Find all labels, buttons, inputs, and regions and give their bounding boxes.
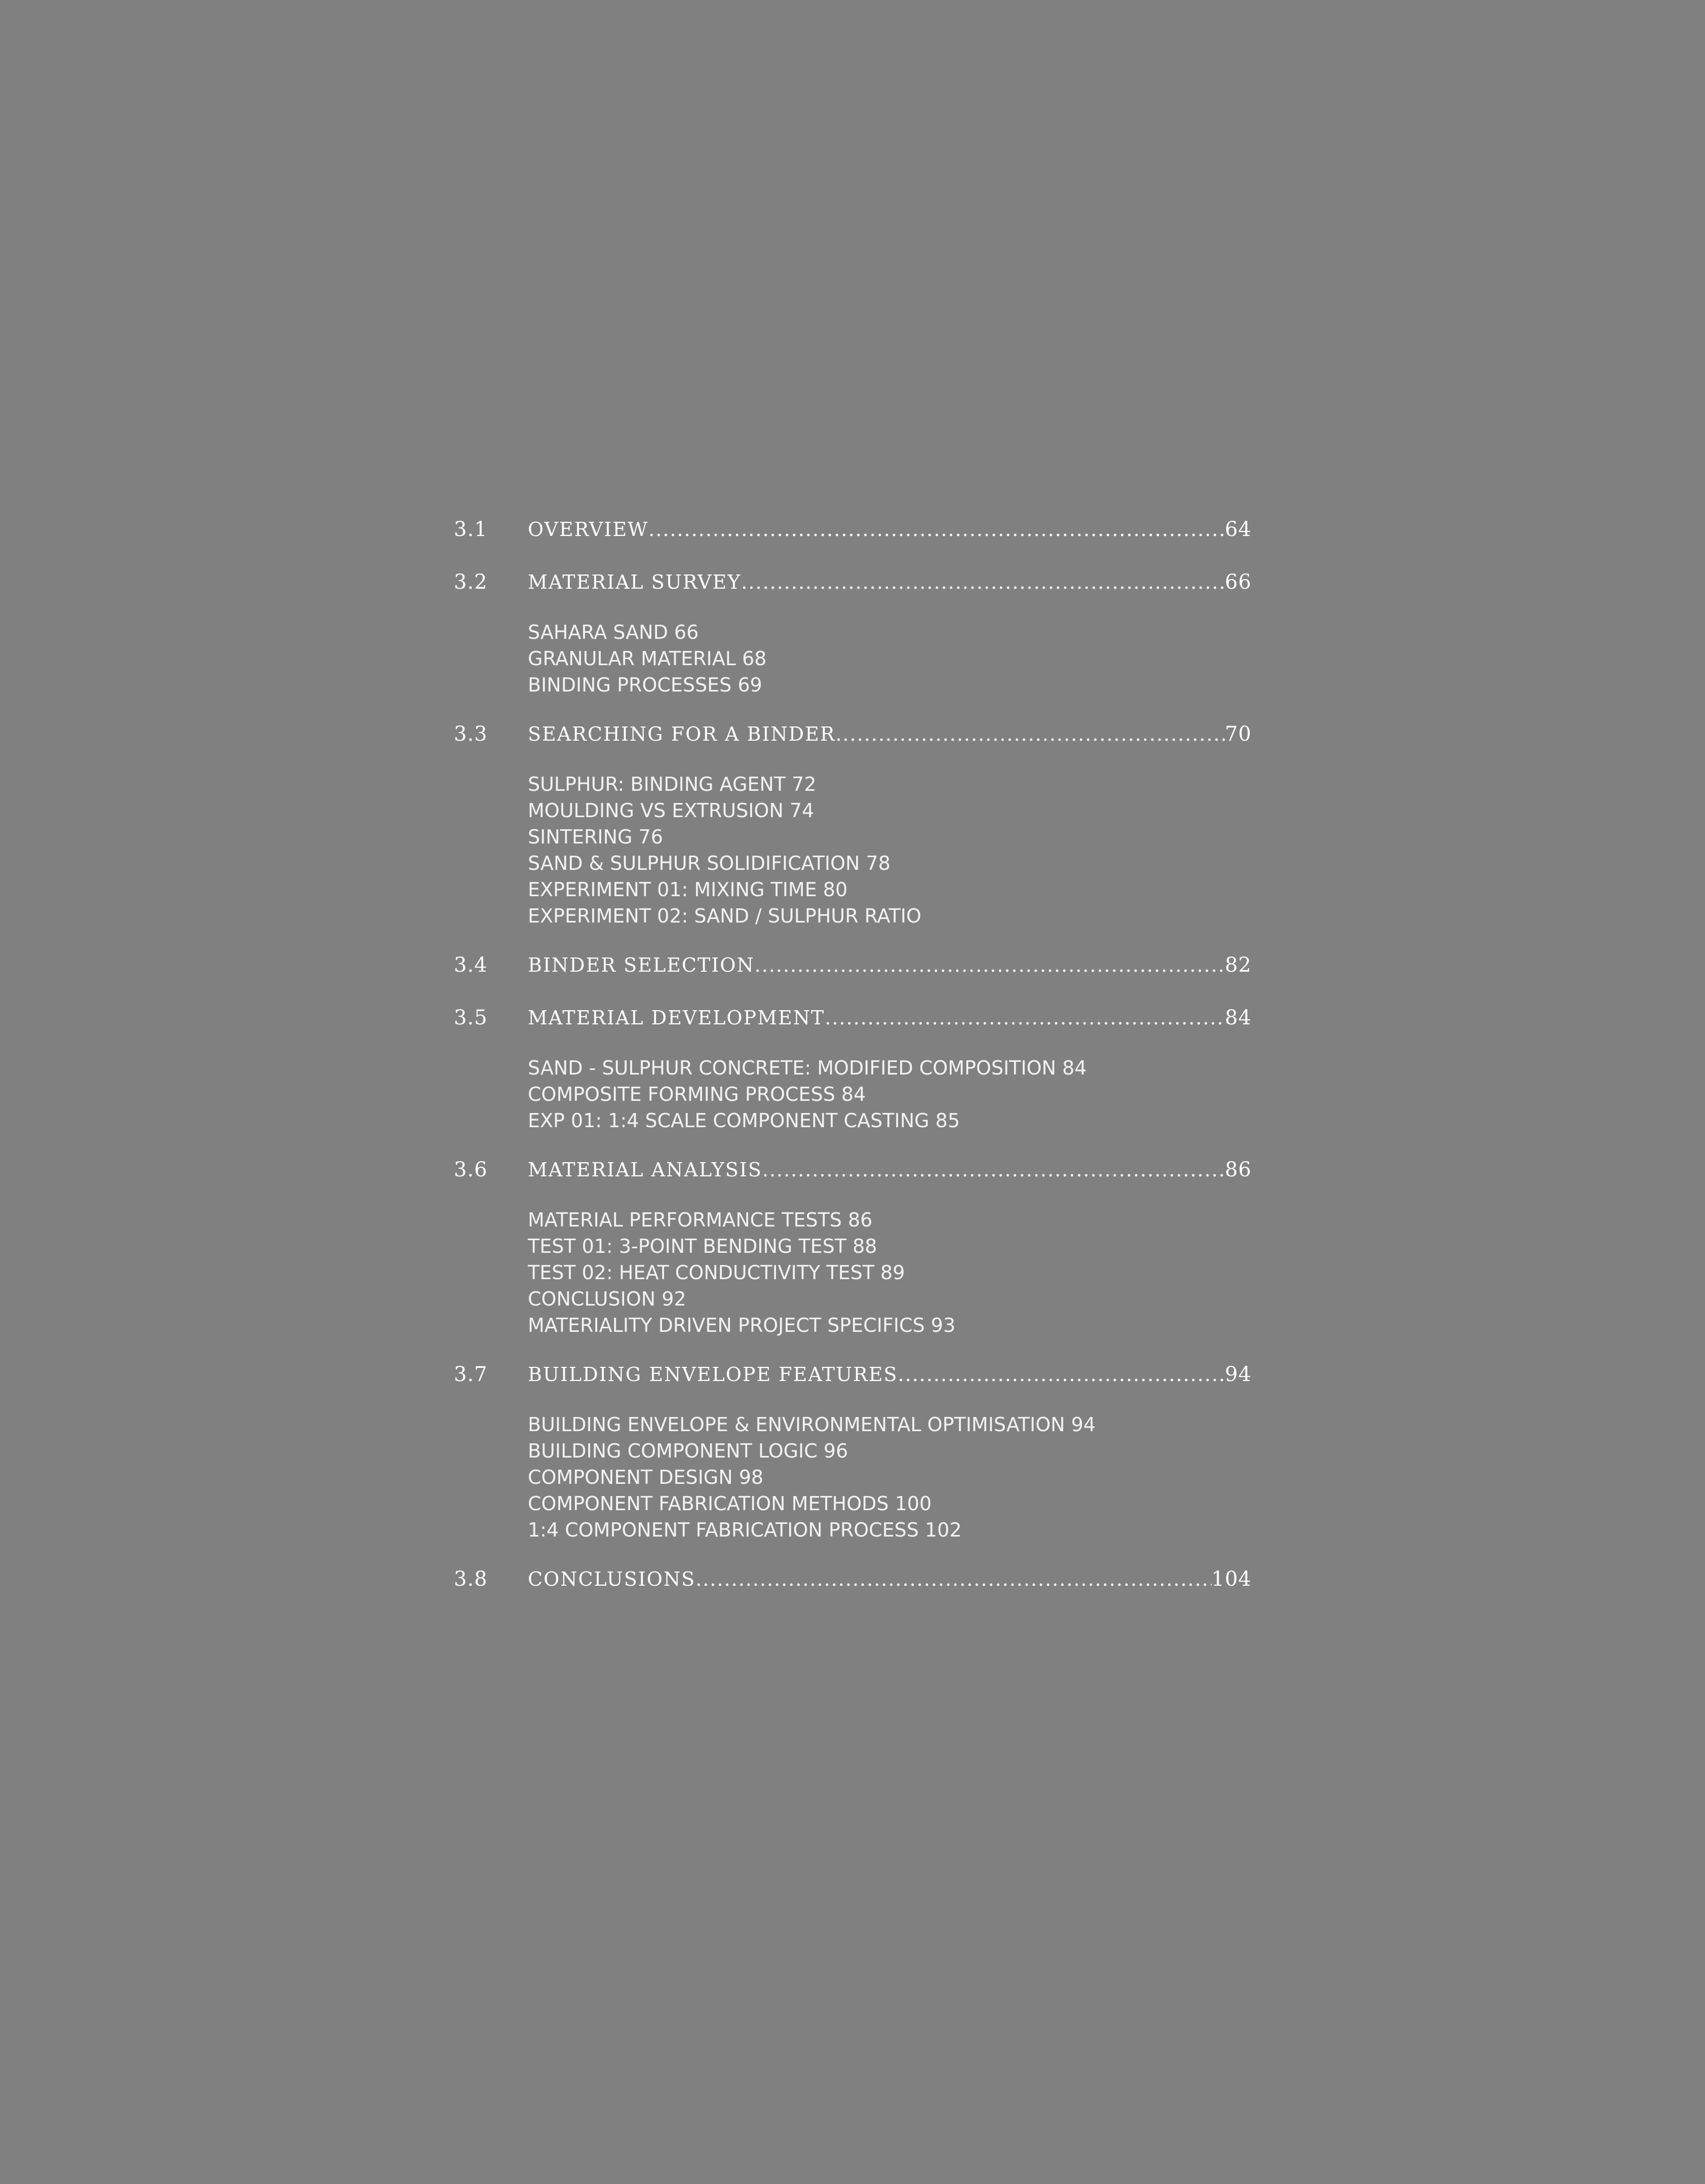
- toc-section[interactable]: [454, 953, 1252, 984]
- section-title: MATERIAL DEVELOPMENT: [528, 1007, 825, 1029]
- subsection-item[interactable]: MATERIAL PERFORMANCE TESTS 86: [528, 1209, 873, 1231]
- dot-leader: [648, 518, 1225, 541]
- section-title-line: [528, 570, 1252, 594]
- subsection-item[interactable]: TEST 01: 3-POINT BENDING TEST 88: [528, 1235, 877, 1257]
- subsection-list: [528, 619, 1252, 698]
- subsection-list: [528, 1411, 1252, 1543]
- dot-leader: [762, 1159, 1225, 1181]
- section-page: 94: [1225, 1363, 1252, 1386]
- section-title-line: [528, 1006, 1252, 1029]
- subsection-item[interactable]: 1:4 COMPONENT FABRICATION PROCESS 102: [528, 1519, 962, 1541]
- section-number: 3.7: [454, 1363, 488, 1386]
- section-number: 3.2: [454, 570, 488, 594]
- subsection-list: [528, 1055, 1252, 1134]
- dot-leader: [825, 1007, 1225, 1029]
- subsection-item[interactable]: COMPONENT DESIGN 98: [528, 1466, 764, 1488]
- toc-section[interactable]: [454, 722, 1252, 753]
- section-page: 104: [1211, 1567, 1252, 1591]
- section-title: MATERIAL SURVEY: [528, 571, 742, 593]
- dot-leader: [695, 1568, 1211, 1590]
- subsection-item[interactable]: EXP 01: 1:4 SCALE COMPONENT CASTING 85: [528, 1109, 960, 1132]
- toc-section[interactable]: [454, 570, 1252, 601]
- section-title-line: [528, 1158, 1252, 1181]
- subsection-item[interactable]: EXPERIMENT 02: SAND / SULPHUR RATIO: [528, 905, 921, 927]
- section-title: BUILDING ENVELOPE FEATURES: [528, 1363, 898, 1386]
- toc-section[interactable]: [454, 518, 1252, 548]
- section-title-line: [528, 722, 1252, 746]
- section-title: OVERVIEW: [528, 518, 649, 541]
- section-number: 3.5: [454, 1006, 488, 1029]
- section-title-line: [528, 518, 1252, 541]
- toc-section[interactable]: [454, 1567, 1252, 1598]
- toc-section[interactable]: [454, 1363, 1252, 1393]
- section-page: 70: [1225, 722, 1252, 746]
- section-title-line: [528, 1567, 1252, 1591]
- section-page: 66: [1225, 570, 1252, 594]
- section-title-line: [528, 1363, 1252, 1386]
- section-number: 3.4: [454, 953, 488, 977]
- subsection-item[interactable]: CONCLUSION 92: [528, 1288, 686, 1310]
- subsection-item[interactable]: COMPOSITE FORMING PROCESS 84: [528, 1083, 866, 1105]
- subsection-item[interactable]: TEST 02: HEAT CONDUCTIVITY TEST 89: [528, 1261, 905, 1284]
- table-of-contents: [454, 518, 1252, 1620]
- subsection-list: [528, 771, 1252, 929]
- subsection-item[interactable]: MOULDING VS EXTRUSION 74: [528, 799, 815, 822]
- section-number: 3.8: [454, 1567, 488, 1591]
- subsection-item[interactable]: SAHARA SAND 66: [528, 621, 699, 643]
- section-page: 86: [1225, 1158, 1252, 1181]
- subsection-item[interactable]: GRANULAR MATERIAL 68: [528, 647, 767, 670]
- subsection-item[interactable]: BUILDING ENVELOPE & ENVIRONMENTAL OPTIMISATION 94: [528, 1413, 1096, 1436]
- section-page: 82: [1225, 953, 1252, 977]
- subsection-item[interactable]: COMPONENT FABRICATION METHODS 100: [528, 1492, 932, 1515]
- subsection-item[interactable]: SINTERING 76: [528, 826, 663, 848]
- section-page: 84: [1225, 1006, 1252, 1029]
- toc-section[interactable]: [454, 1158, 1252, 1189]
- subsection-list: [528, 1207, 1252, 1338]
- section-number: 3.3: [454, 722, 488, 746]
- subsection-item[interactable]: SAND - SULPHUR CONCRETE: MODIFIED COMPOSITION 84: [528, 1057, 1087, 1079]
- section-title-line: [528, 953, 1252, 977]
- section-title: BINDER SELECTION: [528, 954, 755, 976]
- dot-leader: [755, 954, 1225, 976]
- subsection-item[interactable]: EXPERIMENT 01: MIXING TIME 80: [528, 878, 848, 901]
- toc-section[interactable]: [454, 1006, 1252, 1037]
- subsection-item[interactable]: BINDING PROCESSES 69: [528, 674, 762, 696]
- dot-leader: [741, 571, 1225, 593]
- section-number: 3.6: [454, 1158, 488, 1181]
- section-title: CONCLUSIONS: [528, 1568, 696, 1590]
- section-title: SEARCHING FOR A BINDER: [528, 723, 836, 745]
- subsection-item[interactable]: BUILDING COMPONENT LOGIC 96: [528, 1440, 848, 1462]
- dot-leader: [898, 1363, 1225, 1386]
- section-title: MATERIAL ANALYSIS: [528, 1159, 762, 1181]
- dot-leader: [835, 723, 1225, 745]
- section-page: 64: [1225, 518, 1252, 541]
- subsection-item[interactable]: SULPHUR: BINDING AGENT 72: [528, 773, 817, 795]
- subsection-item[interactable]: MATERIALITY DRIVEN PROJECT SPECIFICS 93: [528, 1314, 956, 1336]
- subsection-item[interactable]: SAND & SULPHUR SOLIDIFICATION 78: [528, 852, 890, 874]
- section-number: 3.1: [454, 518, 488, 541]
